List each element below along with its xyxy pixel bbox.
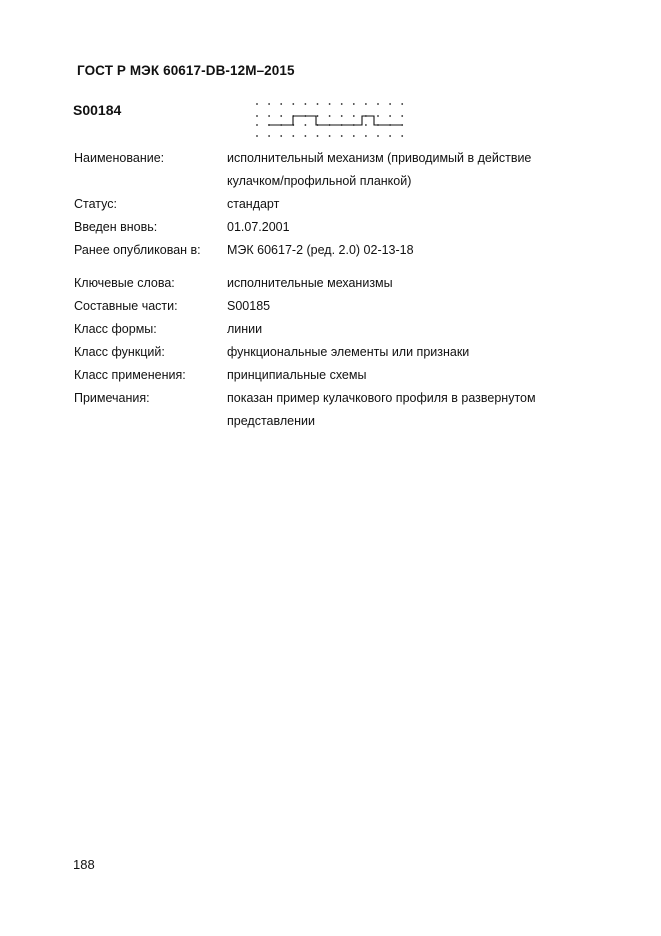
field-value-line: S00185 xyxy=(227,299,271,313)
field-value xyxy=(227,239,594,262)
field-value-line: исполнительные механизмы xyxy=(227,276,393,290)
grid-dot xyxy=(256,115,258,117)
field-label: Класс функций: xyxy=(74,345,165,359)
cam-profile-line xyxy=(268,116,402,125)
grid-dot xyxy=(353,115,355,117)
field-value-line: линии xyxy=(227,322,263,336)
field-value-line: стандарт xyxy=(227,197,280,211)
field-row xyxy=(74,239,594,262)
field-value-line: исполнительный механизм (приводимый в действие xyxy=(227,151,532,165)
field-value-line: 01.07.2001 xyxy=(227,220,290,234)
grid-dot xyxy=(292,135,294,137)
field-row xyxy=(74,318,594,341)
symbol-code: S00184 xyxy=(73,102,122,118)
field-value xyxy=(227,147,594,193)
field-row xyxy=(74,364,594,387)
field-group-primary xyxy=(74,147,594,262)
field-label: Ранее опубликован в: xyxy=(74,243,201,257)
field-label: Класс формы: xyxy=(74,322,157,336)
grid-dot xyxy=(268,135,270,137)
field-value xyxy=(227,193,594,216)
grid-dot xyxy=(280,135,282,137)
field-row xyxy=(74,341,594,364)
field-label: Составные части: xyxy=(74,299,178,313)
grid-dot xyxy=(280,115,282,117)
grid-dot xyxy=(341,115,343,117)
grid-dot xyxy=(305,135,307,137)
grid-dot xyxy=(341,103,343,105)
field-group-secondary xyxy=(74,272,594,433)
grid-dot xyxy=(329,115,331,117)
field-value xyxy=(227,295,594,318)
cam-profile-symbol xyxy=(252,96,422,142)
field-row xyxy=(74,193,594,216)
field-row xyxy=(74,147,594,193)
grid-dot xyxy=(341,135,343,137)
field-value xyxy=(227,216,594,239)
group-spacer xyxy=(74,262,594,272)
grid-dot xyxy=(256,124,258,126)
grid-dot xyxy=(365,124,367,126)
grid-dot xyxy=(389,115,391,117)
field-table xyxy=(74,147,594,433)
field-label: Введен вновь: xyxy=(74,220,158,234)
page-number: 188 xyxy=(73,857,95,872)
field-value-line: кулачком/профильной планкой) xyxy=(227,174,412,188)
grid-dot xyxy=(329,135,331,137)
grid-dot xyxy=(256,103,258,105)
grid-dot xyxy=(389,135,391,137)
grid-dot xyxy=(280,103,282,105)
field-value xyxy=(227,364,594,387)
grid-dot xyxy=(329,103,331,105)
dot-grid xyxy=(256,103,403,137)
field-label: Примечания: xyxy=(74,391,150,405)
grid-dot xyxy=(401,103,403,105)
grid-dot xyxy=(317,103,319,105)
document-header: ГОСТ Р МЭК 60617-DB-12M–2015 xyxy=(77,63,295,78)
grid-dot xyxy=(353,135,355,137)
grid-dot xyxy=(389,103,391,105)
field-row xyxy=(74,272,594,295)
field-value-line: представлении xyxy=(227,414,315,428)
field-label: Класс применения: xyxy=(74,368,186,382)
grid-dot xyxy=(305,124,307,126)
grid-dot xyxy=(401,115,403,117)
field-label: Статус: xyxy=(74,197,117,211)
grid-dot xyxy=(377,135,379,137)
field-value xyxy=(227,272,594,295)
field-value xyxy=(227,318,594,341)
grid-dot xyxy=(317,135,319,137)
grid-dot xyxy=(377,103,379,105)
field-label: Наименование: xyxy=(74,151,165,165)
field-value xyxy=(227,341,594,364)
grid-dot xyxy=(268,115,270,117)
field-row xyxy=(74,216,594,239)
field-value-line: функциональные элементы или признаки xyxy=(227,345,470,359)
grid-dot xyxy=(317,115,319,117)
grid-dot xyxy=(401,135,403,137)
grid-dot xyxy=(256,135,258,137)
field-value xyxy=(227,387,594,433)
grid-dot xyxy=(305,103,307,105)
grid-dot xyxy=(365,103,367,105)
field-value-line: принципиальные схемы xyxy=(227,368,367,382)
grid-dot xyxy=(377,115,379,117)
field-value-line: показан пример кулачкового профиля в развернутом xyxy=(227,391,536,405)
grid-dot xyxy=(292,103,294,105)
field-row xyxy=(74,387,594,433)
field-row xyxy=(74,295,594,318)
field-value-line: МЭК 60617-2 (ред. 2.0) 02-13-18 xyxy=(227,243,414,257)
grid-dot xyxy=(353,103,355,105)
grid-dot xyxy=(365,135,367,137)
grid-dot xyxy=(268,103,270,105)
field-label: Ключевые слова: xyxy=(74,276,175,290)
